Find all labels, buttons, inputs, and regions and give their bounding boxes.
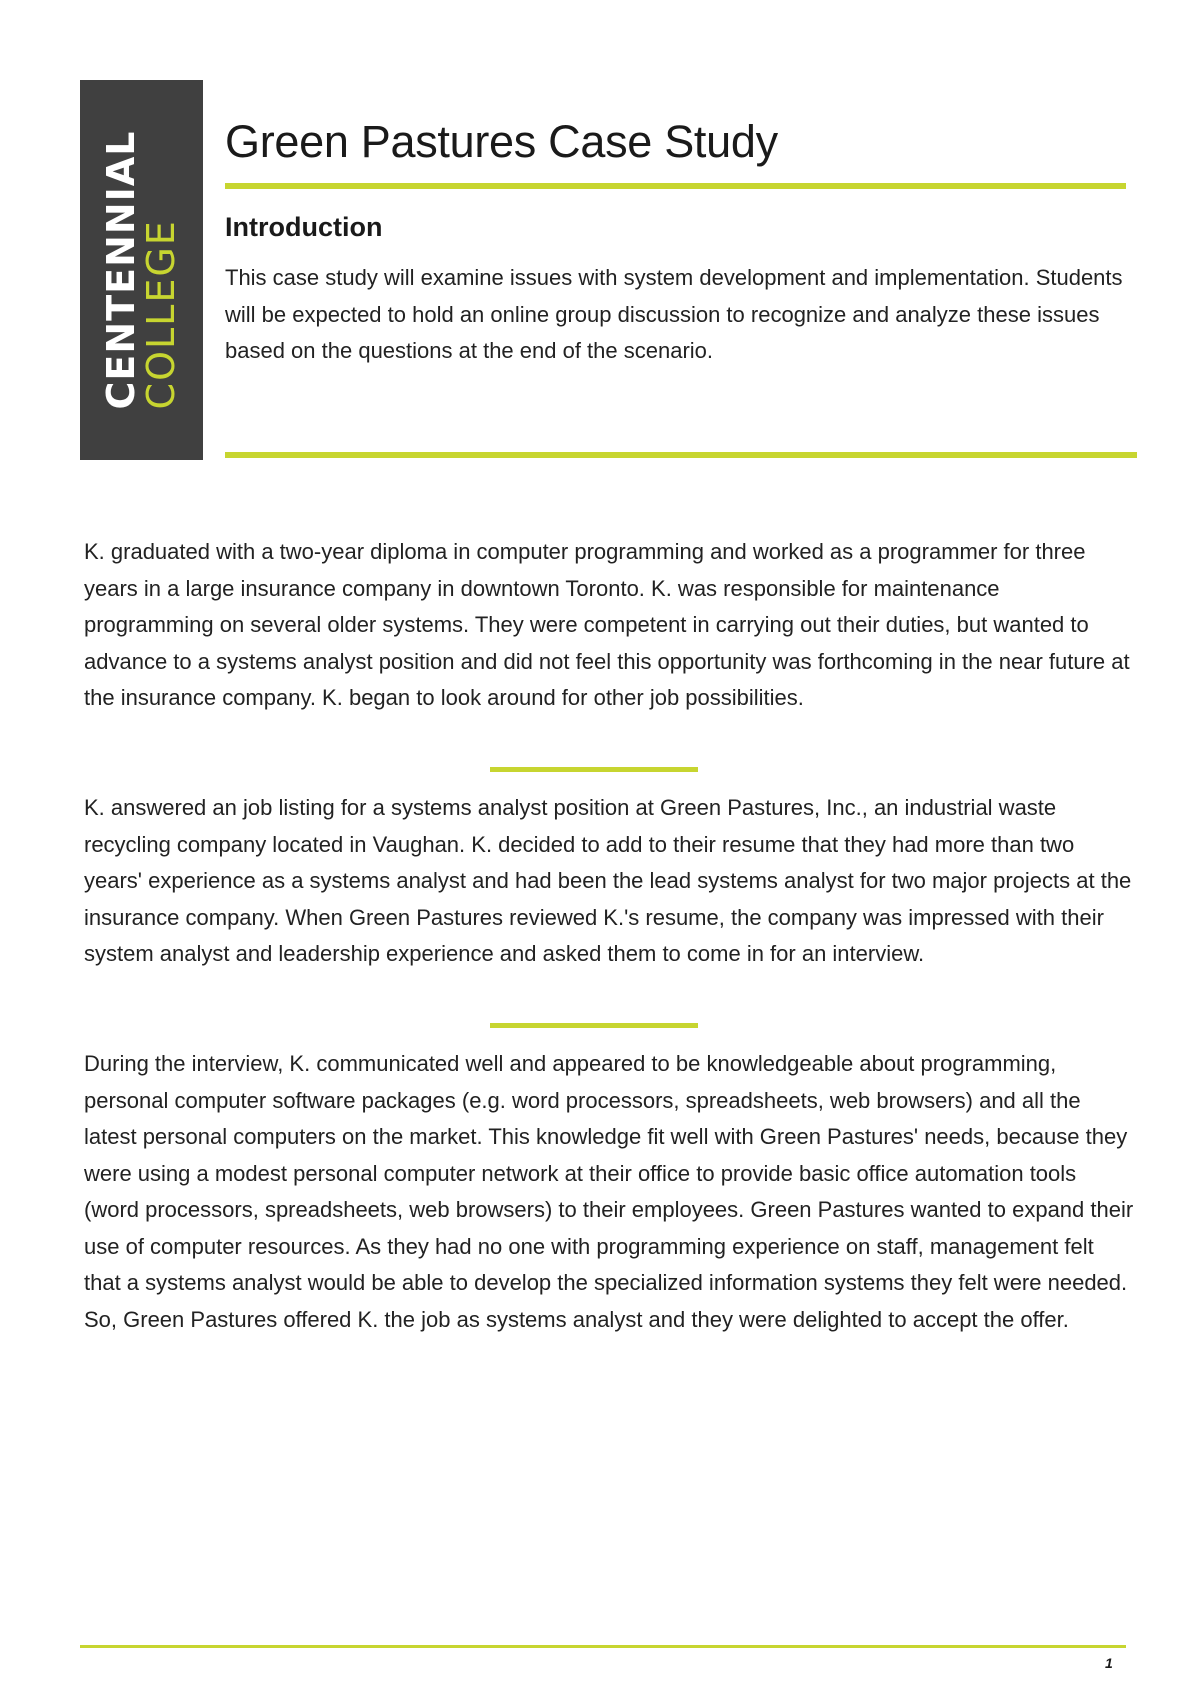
section-divider <box>490 767 698 772</box>
logo-line-centennial: CENTENNIAL <box>99 130 143 410</box>
page-title: Green Pastures Case Study <box>225 116 778 167</box>
section-divider <box>490 1023 698 1028</box>
page-number: 1 <box>1105 1655 1113 1671</box>
logo-wordmark <box>99 130 183 410</box>
footer-divider <box>80 1645 1126 1648</box>
title-divider <box>225 183 1126 189</box>
body-paragraph: K. answered an job listing for a systems analyst position at Green Pastures, Inc., an industrial waste recycling company located in Vaughan. K. decided to add to their resume that they had more than two years' experience as a systems analyst and had been the lead systems analyst for two major projects at the insurance company. When Green Pastures reviewed K.'s resume, the company was impressed with their system analyst and leadership experience and asked them to come in for an interview. <box>84 795 1132 966</box>
introduction-text: This case study will examine issues with system development and implementation. Students will be expected to hold an online group discussion to recognize and analyze these issues based on the questions at the end of the scenario. <box>225 265 1123 363</box>
logo-line-college: COLLEGE <box>139 219 183 410</box>
introduction-heading: Introduction <box>225 212 383 242</box>
body-paragraph: K. graduated with a two-year diploma in computer programming and worked as a programmer for three years in a large insurance company in downtown Toronto. K. was responsible for maintenance programming on several older systems. They were competent in carrying out their duties, but wanted to advance to a systems analyst position and did not feel this opportunity was forthcoming in the near future at the insurance company. K. began to look around for other job possibilities. <box>84 539 1130 710</box>
college-logo <box>80 80 203 460</box>
introduction-divider <box>225 452 1137 458</box>
body-paragraph: During the interview, K. communicated well and appeared to be knowledgeable about programming, personal computer software packages (e.g. word processors, spreadsheets, web browsers) and all the latest personal computers on the market. This knowledge fit well with Green Pastures' needs, because they were using a modest personal computer network at their office to provide basic office automation tools (word processors, spreadsheets, web browsers) to their employees. Green Pastures wanted to expand their use of computer resources. As they had no one with programming experience on staff, management felt that a systems analyst would be able to develop the specialized information systems they felt were needed. So, Green Pastures offered K. the job as systems analyst and they were delighted to accept the offer. <box>84 1051 1134 1332</box>
